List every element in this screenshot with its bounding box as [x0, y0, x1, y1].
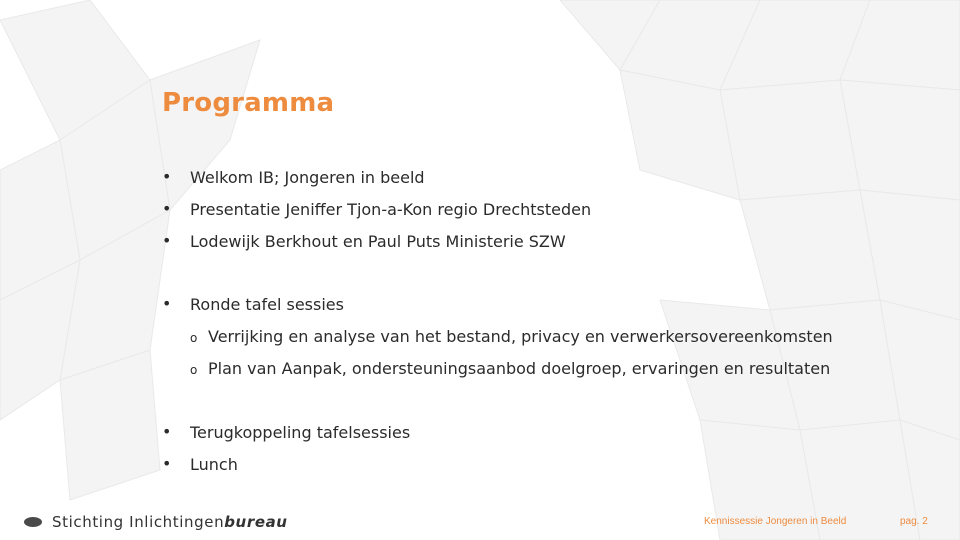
list-item: Welkom IB; Jongeren in beeld [190, 168, 425, 187]
list-item: Ronde tafel sessies [190, 295, 344, 314]
sub-bullet-icon: o [190, 331, 198, 345]
list-item: Presentatie Jeniffer Tjon-a-Kon regio Drechtsteden [190, 200, 592, 219]
logo-word-emphasis: bureau [224, 513, 288, 531]
page-number: pag. 2 [900, 516, 928, 527]
logo-mark-icon [24, 517, 42, 527]
list-item: Terugkoppeling tafelsessies [190, 423, 411, 442]
list-item: Lodewijk Berkhout en Paul Puts Ministerie SZW [190, 232, 566, 251]
bullet-icon: • [162, 199, 172, 218]
bullet-icon: • [162, 167, 172, 186]
footer-caption: Kennissessie Jongeren in Beeld [704, 516, 847, 527]
slide-title: Programma [162, 88, 335, 118]
bullet-icon: • [162, 294, 172, 313]
sub-list-item: Plan van Aanpak, ondersteuningsaanbod doelgroep, ervaringen en resultaten [208, 359, 831, 378]
bullet-icon: • [162, 231, 172, 250]
logo-word-primary: Stichting Inlichtingen [52, 513, 225, 531]
sub-bullet-icon: o [190, 363, 198, 377]
logo-text [52, 513, 288, 531]
bullet-icon: • [162, 454, 172, 473]
list-item: Lunch [190, 455, 238, 474]
sub-list-item: Verrijking en analyse van het bestand, privacy en verwerkersovereenkomsten [208, 327, 833, 346]
organization-logo [24, 511, 288, 533]
bullet-icon: • [162, 422, 172, 441]
